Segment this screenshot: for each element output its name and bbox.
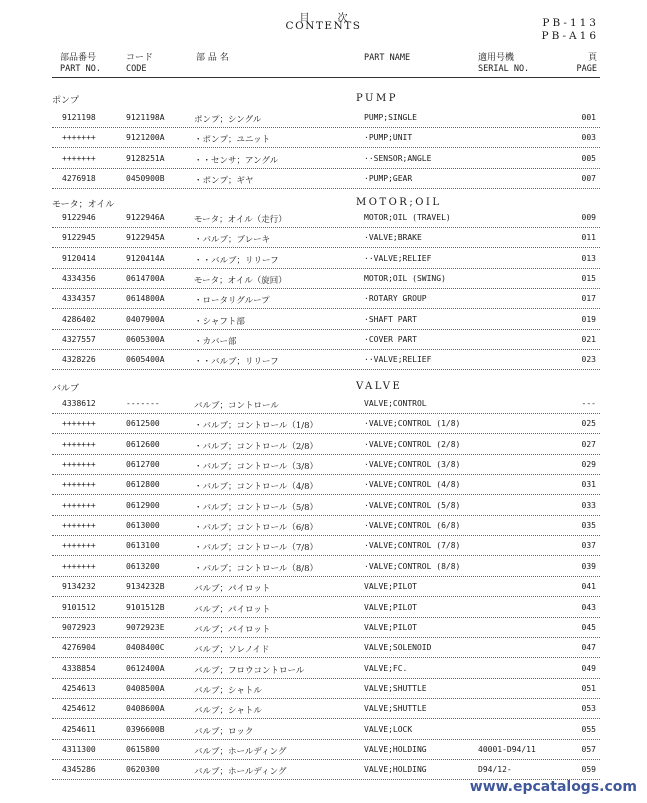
table-row [52,107,600,128]
part-name-jp-cell: ・バルブ；コントロール（4/8） [194,482,319,493]
part-no-cell: +++++++ [62,439,96,449]
page-cell: 001 [581,113,596,122]
table-row [52,759,600,780]
col-code-header [126,53,153,75]
page-cell: 039 [581,561,596,571]
part-no-cell: 4286402 [62,314,96,324]
col-name-jp-header [196,53,229,64]
part-no-cell: 9122946 [62,213,96,222]
table-row [52,329,600,350]
col-name-en: PART NAME [364,53,411,63]
part-no-cell: 9072923 [62,622,96,632]
table-row [52,148,600,169]
table-row [52,309,600,330]
col-part-no-header [60,53,101,75]
part-name-en-cell: VALVE;SOLENOID [364,643,432,653]
part-name-jp-cell: バルブ；コントロール [194,401,279,411]
table-row [52,617,600,638]
table-row [52,698,600,719]
part-name-en-cell: ··VALVE;RELIEF [364,355,432,365]
page-cell: 017 [581,294,596,304]
part-name-en-cell: ·VALVE;CONTROL (3/8) [364,460,461,470]
page-cell: 031 [581,480,596,490]
table-row [52,248,600,269]
section-title-en: VALVE [356,381,403,392]
code-cell: 0613000 [126,521,160,531]
part-no-cell: +++++++ [62,541,96,551]
table-row [52,556,600,577]
table-row [52,535,600,556]
watermark-logo: www.epcatalogs.com [469,779,637,795]
part-name-en-cell: VALVE;PILOT [364,622,417,632]
page-cell: 019 [581,314,596,324]
part-no-cell: 4328226 [62,355,96,365]
table-row [52,227,600,248]
code-cell: 0407900A [126,314,165,324]
part-no-cell: 4254613 [62,683,96,693]
table-row [52,127,600,148]
part-name-en-cell: VALVE;LOCK [364,724,413,734]
col-part-no-en: PART NO. [60,64,101,74]
part-no-cell: 4334357 [62,294,96,304]
table-row [52,474,600,495]
part-name-en-cell: ··SENSOR;ANGLE [364,153,432,163]
part-name-en-cell: ·VALVE;CONTROL (4/8) [364,480,461,490]
table-row [52,268,600,289]
table-row [52,393,600,414]
code-cell: 9101512B [126,602,165,612]
part-name-en-cell: VALVE;PILOT [364,602,417,612]
part-name-jp-cell: バルブ；パイロット [194,584,271,595]
part-name-en-cell: ·VALVE;CONTROL (6/8) [364,521,461,531]
part-name-en-cell: ·VALVE;CONTROL (2/8) [364,439,461,449]
table-row [52,719,600,740]
part-no-cell: 4338612 [62,399,96,408]
part-name-jp-cell: バルブ；フロウコントロール [194,665,305,676]
table-row [52,597,600,618]
page-cell: 003 [581,133,596,143]
part-no-cell: +++++++ [62,480,96,490]
page-cell: 045 [581,622,596,632]
code-cell: 0408600A [126,704,165,714]
page-cell: 011 [581,233,596,243]
catalog-code-1: PB-113 [542,17,599,29]
part-name-en-cell: VALVE;FC. [364,663,408,673]
part-no-cell: +++++++ [62,133,96,143]
code-cell: 0612800 [126,480,160,490]
page-cell: 029 [581,460,596,470]
code-cell: 9121200A [126,133,165,143]
part-name-jp-cell: ・バルブ；ブレーキ [194,235,271,246]
part-name-jp-cell: ・バルブ；コントロール（1/8） [194,421,319,432]
part-name-jp-cell: バルブ；シャトル [194,706,262,717]
code-cell: 9128251A [126,153,165,163]
part-no-cell: 4276918 [62,174,96,184]
serial-no-cell: 40001-D94/11 [478,744,536,754]
part-name-jp-cell: バルブ；ホールディング [194,767,287,778]
col-serial-header [478,53,529,75]
part-name-en-cell: ··VALVE;RELIEF [364,253,432,263]
table-row [52,739,600,760]
page-cell: 021 [581,335,596,345]
part-name-jp-cell: ・バルブ；コントロール（8/8） [194,563,319,574]
page-cell: 025 [581,419,596,429]
code-cell: 0612500 [126,419,160,429]
title-jp: 目次 [299,13,376,24]
part-name-en-cell: ·VALVE;CONTROL (8/8) [364,561,461,571]
part-name-jp-cell: ・・バルブ；リリーフ [194,357,279,368]
col-serial-jp: 適用号機 [478,53,515,63]
part-name-jp-cell: ・バルブ；コントロール（6/8） [194,523,319,534]
code-cell: 0450900B [126,174,165,184]
col-part-no-jp: 部品番号 [60,53,97,63]
code-cell: 0612600 [126,439,160,449]
catalog-code-2: PB-A16 [541,30,599,42]
part-name-jp-cell: バルブ；ソレノイド [194,645,270,656]
part-name-en-cell: ·VALVE;CONTROL (5/8) [364,500,461,510]
part-name-jp-cell: ・・バルブ；リリーフ [194,255,279,266]
col-page-en: PAGE [576,64,597,74]
page-cell: 015 [581,274,596,284]
table-row [52,434,600,455]
part-name-jp-cell: ・カバー部 [194,337,237,348]
part-name-jp-cell: バルブ；ホールディング [194,746,287,757]
part-no-cell: +++++++ [62,500,96,510]
section-title-jp: ポンプ [52,96,80,106]
page-cell: 013 [581,253,596,263]
part-name-en-cell: VALVE;HOLDING [364,765,427,775]
part-name-jp-cell: ・バルブ；コントロール（7/8） [194,543,319,554]
part-no-cell: 4254612 [62,704,96,714]
part-no-cell: +++++++ [62,153,96,163]
page-cell: 041 [581,582,596,592]
col-name-en-header [364,53,410,64]
code-cell: 0612700 [126,460,160,470]
part-name-jp-cell: ・バルブ；コントロール（3/8） [194,462,319,473]
page-cell: 053 [581,704,596,714]
part-no-cell: 9101512 [62,602,96,612]
part-name-jp-cell: ・ポンプ；ギヤ [194,176,254,187]
code-cell: 0620300 [126,765,160,775]
part-name-en-cell: ·ROTARY GROUP [364,294,427,304]
part-name-jp-cell: バルブ；ロック [194,726,254,737]
part-name-en-cell: MOTOR;OIL (SWING) [364,274,446,284]
col-code-en: CODE [126,64,147,74]
code-cell: 9120414A [126,253,165,263]
table-row [52,495,600,516]
code-cell: 0396600B [126,724,165,734]
code-cell: 9121198A [126,113,165,122]
col-code-jp: コード [126,53,154,63]
table-row [52,454,600,475]
table-row [52,515,600,536]
code-cell: 0614700A [126,274,165,284]
section-title-jp: モータ；オイル [52,200,115,210]
code-cell: ------- [126,399,160,408]
section-title-en: PUMP [356,93,398,104]
part-name-en-cell: VALVE;HOLDING [364,744,427,754]
code-cell: 0605300A [126,335,165,345]
page-cell: 059 [581,765,596,775]
page-cell: --- [581,399,596,408]
title-en: CONTENTS [285,20,362,32]
serial-no-cell: D94/12- [478,765,512,775]
page-cell: 027 [581,439,596,449]
code-cell: 9072923E [126,622,165,632]
code-cell: 0615800 [126,744,160,754]
code-cell: 9134232B [126,582,165,592]
page-cell: 055 [581,724,596,734]
part-name-en-cell: PUMP;SINGLE [364,113,417,122]
header-rule [52,77,600,78]
table-row [52,349,600,370]
code-cell: 0614800A [126,294,165,304]
part-name-jp-cell: ポンプ；シングル [194,115,262,125]
col-name-jp: 部 品 名 [196,53,229,63]
part-no-cell: +++++++ [62,561,96,571]
part-no-cell: 4311300 [62,744,96,754]
part-no-cell: 9122945 [62,233,96,243]
part-name-en-cell: ·COVER PART [364,335,417,345]
page-cell: 007 [581,174,596,184]
part-name-jp-cell: ・ポンプ；ユニット [194,135,271,146]
col-page-header [553,53,597,75]
part-no-cell: 4276904 [62,643,96,653]
section-title-en: MOTOR;OIL [356,197,442,208]
code-cell: 9122945A [126,233,165,243]
page-cell: 035 [581,521,596,531]
part-name-en-cell: ·PUMP;UNIT [364,133,413,143]
page-cell: 037 [581,541,596,551]
table-row [52,576,600,597]
part-name-en-cell: ·PUMP;GEAR [364,174,413,184]
part-name-en-cell: ·VALVE;CONTROL (7/8) [364,541,461,551]
page-cell: 005 [581,153,596,163]
part-no-cell: 9134232 [62,582,96,592]
part-name-jp-cell: ・バルブ；コントロール（5/8） [194,502,319,513]
part-name-en-cell: ·VALVE;CONTROL (1/8) [364,419,461,429]
code-cell: 0612400A [126,663,165,673]
table-row [52,413,600,434]
code-cell: 0612900 [126,500,160,510]
part-no-cell: +++++++ [62,460,96,470]
part-no-cell: 4345286 [62,765,96,775]
part-name-jp-cell: モータ；オイル（旋回） [194,276,287,287]
part-no-cell: 4327557 [62,335,96,345]
part-no-cell: +++++++ [62,419,96,429]
table-row [52,207,600,228]
code-cell: 0605400A [126,355,165,365]
table-row [52,678,600,699]
part-name-en-cell: MOTOR;OIL (TRAVEL) [364,213,451,222]
part-name-en-cell: VALVE;SHUTTLE [364,683,427,693]
table-row [52,168,600,189]
col-page-jp: 頁 [587,53,597,63]
part-name-jp-cell: ・ロータリグループ [194,296,270,307]
part-name-jp-cell: バルブ；パイロット [194,604,271,615]
page-cell: 047 [581,643,596,653]
page-cell: 023 [581,355,596,365]
part-no-cell: 9121198 [62,113,96,122]
part-name-jp-cell: バルブ；シャトル [194,685,262,696]
section-title-jp: バルブ [52,384,80,394]
part-no-cell: +++++++ [62,521,96,531]
part-name-jp-cell: モータ；オイル（走行） [194,215,287,225]
col-serial-en: SERIAL NO. [478,64,530,74]
part-no-cell: 9120414 [62,253,96,263]
part-name-jp-cell: ・バルブ；コントロール（2/8） [194,441,319,452]
code-cell: 0613100 [126,541,160,551]
part-no-cell: 4338854 [62,663,96,673]
part-name-en-cell: VALVE;PILOT [364,582,417,592]
part-name-en-cell: VALVE;SHUTTLE [364,704,427,714]
page-cell: 009 [581,213,596,222]
page-cell: 033 [581,500,596,510]
table-row [52,637,600,658]
page-cell: 049 [581,663,596,673]
part-name-jp-cell: バルブ；パイロット [194,624,271,635]
table-row [52,658,600,679]
part-no-cell: 4334356 [62,274,96,284]
page-cell: 043 [581,602,596,612]
part-name-en-cell: ·VALVE;BRAKE [364,233,422,243]
table-row [52,288,600,309]
code-cell: 0408500A [126,683,165,693]
code-cell: 0408400C [126,643,165,653]
page-cell: 057 [581,744,596,754]
page-cell: 051 [581,683,596,693]
part-name-jp-cell: ・シャフト部 [194,316,245,327]
part-no-cell: 4254611 [62,724,96,734]
part-name-jp-cell: ・・センサ；アングル [194,155,279,166]
code-cell: 0613200 [126,561,160,571]
part-name-en-cell: VALVE;CONTROL [364,399,427,408]
code-cell: 9122946A [126,213,165,222]
part-name-en-cell: ·SHAFT PART [364,314,417,324]
